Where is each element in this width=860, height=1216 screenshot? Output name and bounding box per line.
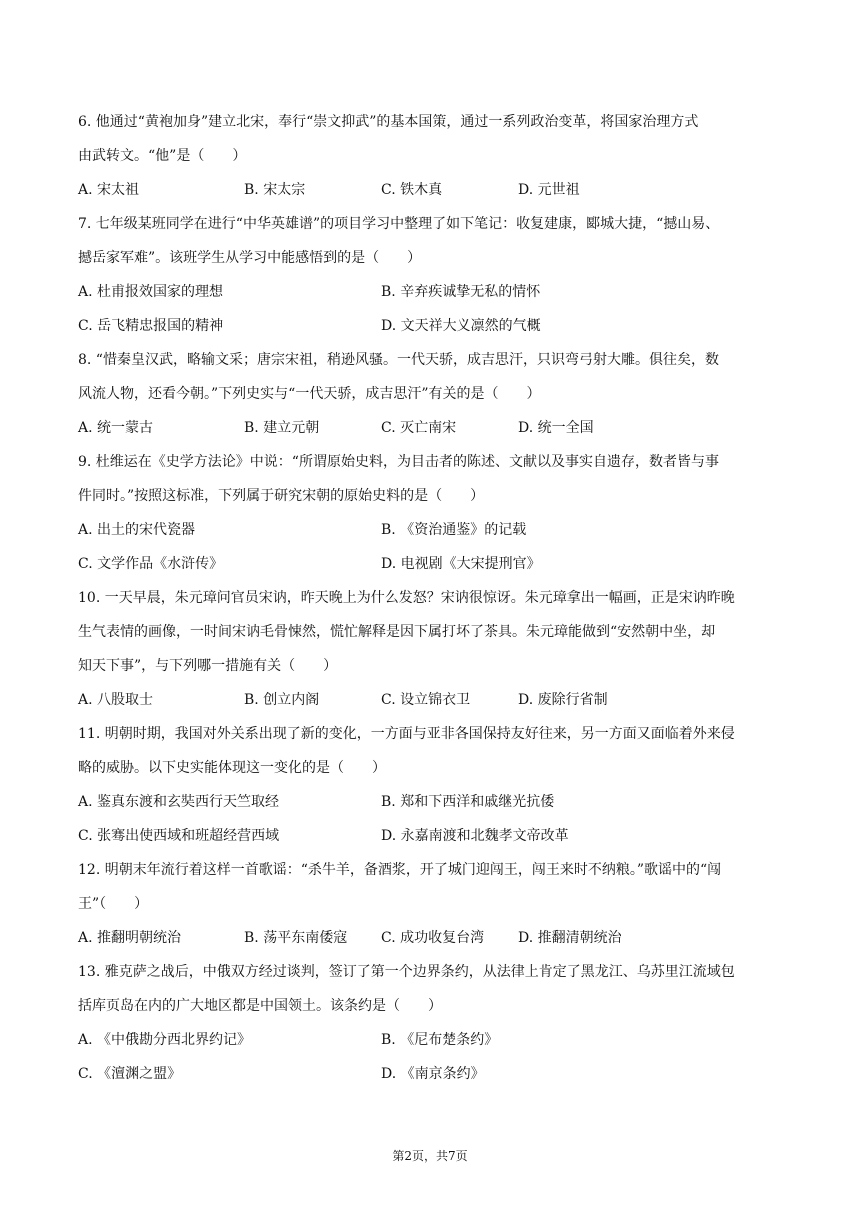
- option-d: D. 《南京条约》: [381, 1066, 485, 1082]
- option-c: C. 《澶渊之盟》: [78, 1066, 182, 1082]
- option-b: B. 建立元朝: [244, 420, 320, 436]
- question-text-line: 风流人物，还看今朝。”下列史实与“一代天骄，成吉思汗”有关的是（ ）: [78, 386, 541, 402]
- option-a: A. 出土的宋代瓷器: [78, 522, 196, 538]
- question-text-line: 6. 他通过“黄袍加身”建立北宋，奉行“崇文抑武”的基本国策，通过一系列政治变革，将国家治理方式: [78, 114, 699, 130]
- option-a: A. 杜甫报效国家的理想: [78, 284, 224, 300]
- question-text-line: 略的威胁。以下史实能体现这一变化的是（ ）: [78, 760, 386, 776]
- question-text-line: 王”（ ）: [78, 896, 149, 912]
- option-a: A. 八股取士: [78, 692, 154, 708]
- option-a: A. 《中俄勘分西北界约记》: [78, 1032, 252, 1048]
- option-b: B. 荡平东南倭寇: [244, 930, 348, 946]
- option-a: A. 推翻明朝统治: [78, 930, 182, 946]
- option-b: B. 创立内阁: [244, 692, 320, 708]
- option-a: A. 鉴真东渡和玄奘西行天竺取经: [78, 794, 280, 810]
- question-text-line: 括库页岛在内的广大地区都是中国领土。该条约是（ ）: [78, 998, 442, 1014]
- question-text-line: 8. “惜秦皇汉武，略输文采；唐宗宋祖，稍逊风骚。一代天骄，成吉思汗，只识弯弓射大雕。俱往矣，数: [78, 352, 719, 368]
- option-c: C. 文学作品《水浒传》: [78, 556, 224, 572]
- question-text-line: 由武转文。“他”是（ ）: [78, 148, 247, 164]
- option-c: C. 岳飞精忠报国的精神: [78, 318, 224, 334]
- option-b: B. 《尼布楚条约》: [381, 1032, 499, 1048]
- option-d: D. 文天祥大义凛然的气概: [381, 318, 541, 334]
- question-text-line: 撼岳家军难”。该班学生从学习中能感悟到的是（ ）: [78, 250, 422, 266]
- question-text-line: 10. 一天早晨，朱元璋问官员宋讷，昨天晚上为什么发怒？宋讷很惊讶。朱元璋拿出一幅画，正是宋讷昨晚: [78, 590, 735, 606]
- question-text-line: 9. 杜维运在《史学方法论》中说：“所谓原始史料，为目击者的陈述、文献以及事实自遗存，数者皆与事: [78, 454, 719, 470]
- option-b: B. 宋太宗: [244, 182, 306, 198]
- question-text-line: 11. 明朝时期，我国对外关系出现了新的变化，一方面与亚非各国保持友好往来，另一方面又面临着外来侵: [78, 726, 735, 742]
- question-text-line: 12. 明朝末年流行着这样一首歌谣：“杀牛羊，备酒浆，开了城门迎闯王，闯王来时不纳粮。”歌谣中的“闯: [78, 862, 722, 878]
- page-number-footer: 第2页，共7页: [392, 1149, 468, 1163]
- option-d: D. 推翻清朝统治: [518, 930, 622, 946]
- option-c: C. 铁木真: [381, 182, 443, 198]
- option-d: D. 电视剧《大宋提刑官》: [381, 556, 541, 572]
- question-text-line: 件同时。”按照这标准，下列属于研究宋朝的原始史料的是（ ）: [78, 488, 485, 504]
- option-b: B. 郑和下西洋和戚继光抗倭: [381, 794, 555, 810]
- option-a: A. 统一蒙古: [78, 420, 154, 436]
- option-b: B. 辛弃疾诚挚无私的情怀: [381, 284, 541, 300]
- option-d: D. 永嘉南渡和北魏孝文帝改革: [381, 828, 569, 844]
- question-text-line: 13. 雅克萨之战后，中俄双方经过谈判，签订了第一个边界条约，从法律上肯定了黑龙江、乌苏里江流域包: [78, 964, 735, 980]
- option-b: B. 《资治通鉴》的记载: [381, 522, 527, 538]
- option-d: D. 统一全国: [518, 420, 594, 436]
- option-c: C. 设立锦衣卫: [381, 692, 471, 708]
- question-text-line: 知天下事”，与下列哪一措施有关（ ）: [78, 658, 338, 674]
- question-text-line: 生气表情的画像，一时间宋讷毛骨悚然，慌忙解释是因下属打坏了茶具。朱元璋能做到“安然朝中坐，却: [78, 624, 716, 640]
- option-d: D. 废除行省制: [518, 692, 608, 708]
- option-c: C. 成功收复台湾: [381, 930, 485, 946]
- option-a: A. 宋太祖: [78, 182, 140, 198]
- question-text-line: 7. 七年级某班同学在进行“中华英雄谱”的项目学习中整理了如下笔记：收复建康，郾城大捷，“撼山易、: [78, 216, 720, 232]
- option-d: D. 元世祖: [518, 182, 580, 198]
- option-c: C. 张骞出使西域和班超经营西域: [78, 828, 280, 844]
- option-c: C. 灭亡南宋: [381, 420, 457, 436]
